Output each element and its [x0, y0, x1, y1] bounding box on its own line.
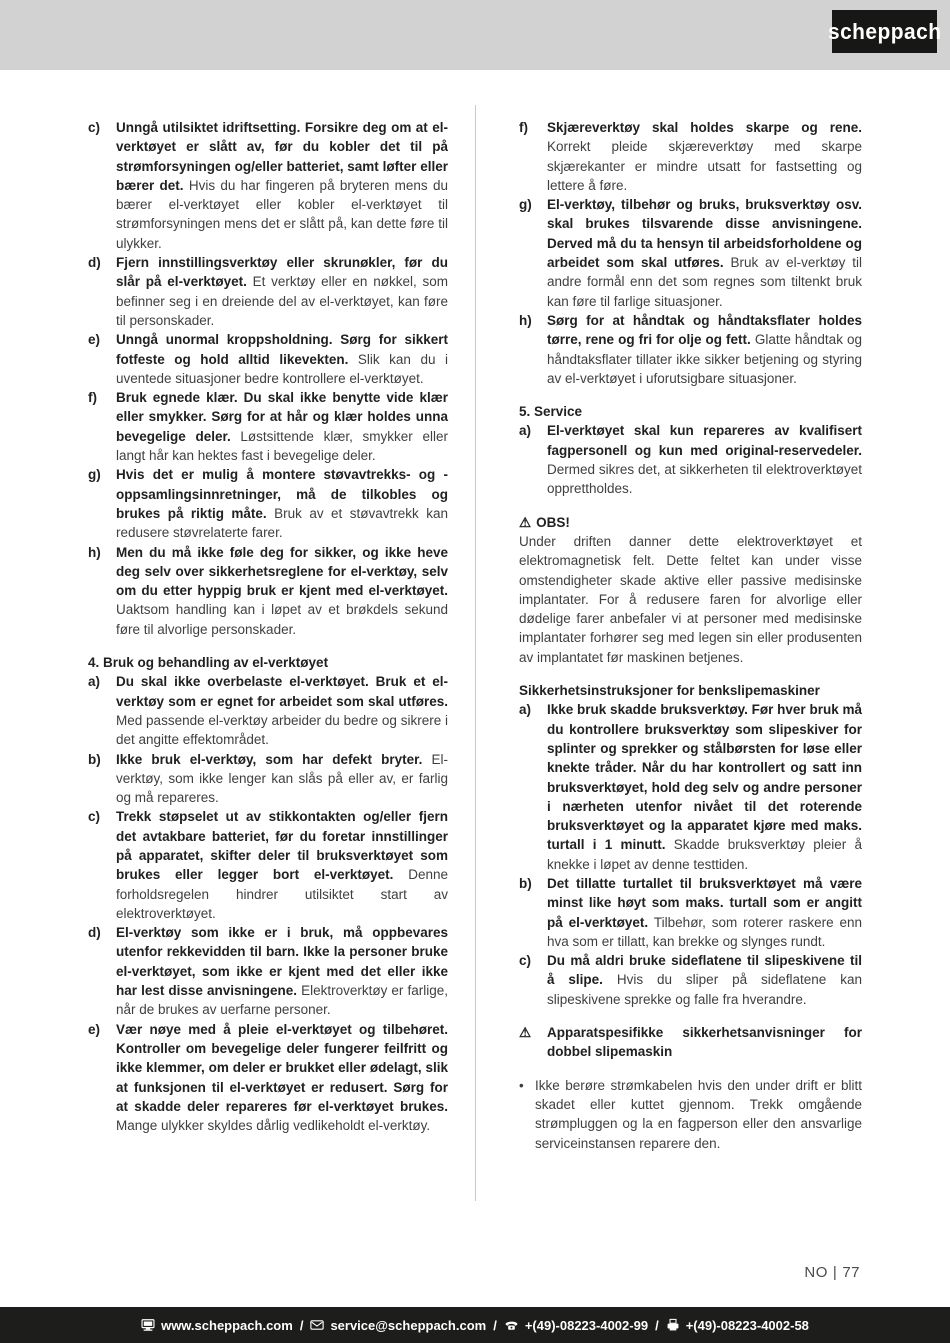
- body-paragraph: Under driften danner dette elektroverktøyet et elektromagnetisk felt. Dette feltet kan under visse omstendigheter skade aktive eller passive medisinske implantater. For å redusere faren for alvorlige eller dødelige farer anbefaler vi at personer med medisinske implantater forhører seg med legen sin eller produsenten av implantatet før maskinen betjenes.: [519, 533, 862, 665]
- item-bold-text: Det tillatte turtallet til bruksverktøyet må være minst like høyt som maks. turtall som er angitt på el-verktøyet.: [547, 875, 862, 930]
- item-normal-text: Et verktøy eller en nøkkel, som befinner seg i en dreiende del av el-verktøyet, kan føre til personskader.: [116, 274, 448, 328]
- item-label: g): [88, 467, 101, 483]
- item-normal-text: Mange ulykker skyldes dårlig vedlikeholdt el-verktøy.: [116, 1118, 431, 1134]
- item-bold-text: Bruk egnede klær. Du skal ikke benytte vide klær eller smykker. Sørg for at hår og klær holdes unna bevegelige deler.: [116, 390, 448, 444]
- page-header-band: [0, 0, 950, 70]
- item-bold-text: Skjæreverktøy skal holdes skarpe og rene.: [547, 120, 862, 135]
- item-normal-text: Hvis du har fingeren på bryteren mens du bærer el-verktøyet eller kobler el-verktøyet til strømforsyningen mens det er slått på, kan dette føre til ulykker.: [116, 177, 448, 251]
- list-item: [88, 750, 448, 808]
- item-bold-text: Unngå unormal kroppsholdning. Sørg for sikkert fotfeste og hold alltid likevekten.: [116, 332, 448, 367]
- item-text: [116, 388, 448, 465]
- item-bold-text: Apparatspesifikke sikkerhetsanvisninger for dobbel slipemaskin: [547, 1025, 862, 1060]
- item-label: h): [519, 312, 532, 328]
- item-bold-text: Du skal ikke overbelaste el-verktøyet. Bruk et el-verktøy som er egnet for arbeidet som skal utføres.: [116, 674, 448, 709]
- footer-contact-item: [310, 1318, 486, 1333]
- footer-contact-item: [666, 1318, 809, 1333]
- footer-contact-text: service@scheppach.com: [330, 1317, 487, 1333]
- item-text: [547, 700, 862, 874]
- section-heading: 4. Bruk og behandling av el-verktøyet: [88, 655, 329, 671]
- vertical-gap: [519, 388, 862, 402]
- left-text-column: [88, 118, 448, 1135]
- email-icon: [310, 1318, 324, 1332]
- item-label: b): [88, 751, 101, 767]
- item-text: [116, 923, 448, 1019]
- list-item: [519, 700, 862, 874]
- bullet-item: [519, 1076, 862, 1153]
- footer-contact-text: www.scheppach.com: [161, 1317, 293, 1333]
- item-text: [116, 465, 448, 542]
- item-label: f): [88, 390, 97, 406]
- list-item: [519, 311, 862, 388]
- item-bold-text: Hvis det er mulig å montere støvavtrekks- og -oppsamlingsinnretninger, må de tilkobles og brukes på riktig måte.: [116, 467, 448, 521]
- footer-contact-text: +(49)-08223-4002-58: [685, 1317, 809, 1333]
- computer-icon: [141, 1318, 155, 1332]
- item-normal-text: Tilbehør, som roterer raskere enn hva som er tillatt, kan brekke og slynges rundt.: [547, 914, 862, 949]
- section-heading: Sikkerhetsinstruksjoner for benkslipemaskiner: [519, 683, 820, 699]
- item-text: [116, 543, 448, 639]
- item-bold-text: Trekk støpselet ut av stikkontakten og/eller fjern det avtakbare batteriet, før du foretar innstillinger på apparatet, skifter deler til bruksverktøyet som brukes eller legger bort el-verktøyet.: [116, 809, 448, 883]
- item-label: a): [519, 702, 532, 718]
- item-normal-text: El-verktøy, som ikke lenger kan slås på eller av, er farlig og må repareres.: [116, 751, 448, 806]
- item-label: g): [519, 197, 532, 213]
- footer-contact-text: +(49)-08223-4002-99: [524, 1317, 649, 1333]
- item-bold-text: Du må aldri bruke sideflatene til slipeskivene til å slipe.: [547, 953, 862, 988]
- item-text: [547, 874, 862, 951]
- item-text: [116, 1020, 448, 1136]
- warning-heading: [519, 513, 862, 532]
- list-item: [519, 421, 862, 498]
- vertical-gap: [88, 639, 448, 653]
- item-normal-text: Hvis du sliper på sideflatene kan slipeskivene sprekke og falle fra hverandre.: [547, 972, 862, 1007]
- item-normal-text: Denne forholdsregelen hindrer utilsiktet start av elektroverktøyet.: [116, 867, 448, 921]
- footer-contact-item: [141, 1318, 293, 1333]
- fax-icon: [666, 1318, 680, 1332]
- item-normal-text: Uaktsom handling kan i løpet av et brøkdels sekund føre til alvorlige personskader.: [116, 602, 448, 637]
- item-text: [116, 807, 448, 923]
- list-item: [88, 672, 448, 749]
- scheppach-logo: [827, 10, 942, 53]
- item-text: [547, 195, 862, 311]
- vertical-gap: [519, 1009, 862, 1023]
- list-item: [88, 118, 448, 253]
- item-normal-text: Korrekt pleide skjæreverktøy med skarpe skjærekanter er mindre utsatt for fastsetting og lettere å føre.: [547, 139, 862, 193]
- section-heading: 5. Service: [519, 404, 583, 420]
- item-bold-text: Men du må ikke føle deg for sikker, og ikke heve deg selv over sikkerhetsreglene for el-verktøy, selv om du etter hyppig bruk er kjent med el-verktøyet.: [116, 544, 448, 599]
- list-item: [519, 118, 862, 195]
- item-label: h): [88, 544, 101, 560]
- item-normal-text: Bruk av el-verktøy til andre formål enn det som regnes som tiltenkt bruk kan føre til farlige situasjoner.: [547, 255, 862, 309]
- footer-separator: /: [655, 1317, 659, 1333]
- item-label: c): [519, 953, 532, 969]
- vertical-gap: [519, 499, 862, 513]
- item-bold-text: Ikke bruk skadde bruksverktøy. Før hver bruk må du kontrollere bruksverktøy som slipeskiver for splinter og sprekker og stålbørsten for løse eller knekte tråder. Når du har kontrollert og satt inn bruksverktøyet, hold deg selv og andre personer i nærheten utenfor nivået til det roterende bruksverktøyet og la apparatet kjøre med maks. turtall i 1 minutt.: [547, 702, 862, 853]
- list-item: [519, 874, 862, 951]
- item-bold-text: Ikke bruk el-verktøy, som har defekt bryter.: [116, 751, 432, 767]
- bullet-icon: •: [519, 1077, 524, 1093]
- list-item: [88, 388, 448, 465]
- item-label: b): [519, 875, 532, 891]
- list-item: [88, 807, 448, 923]
- item-normal-text: Slik kan du i uventede situasjoner bedre kontrollere el-verktøyet.: [116, 351, 448, 386]
- column-divider-rule: [475, 105, 476, 1201]
- item-bold-text: El-verktøyet skal kun repareres av kvalifisert fagpersonell og kun med original-reservedeler.: [547, 423, 862, 458]
- vertical-gap: [519, 1062, 862, 1076]
- item-text: [547, 118, 862, 195]
- item-bold-text: Vær nøye med å pleie el-verktøyet og tilbehøret. Kontroller om bevegelige deler fungerer feilfritt og ikke klemmer, om deler er brukket eller ødelagt, slik at funksjonen til el-verktøyet er redusert. Sørg for at skadde deler repareres før el-verktøyet brukes.: [116, 1021, 448, 1114]
- item-bold-text: Fjern innstillingsverktøy eller skrunøkler, før du slår på el-verktøyet.: [116, 255, 448, 290]
- list-item: [88, 465, 448, 542]
- footer-separator: /: [299, 1317, 304, 1333]
- warning-list-item: [519, 1023, 862, 1062]
- item-normal-text: Ikke berøre strømkabelen hvis den under drift er blitt skadet eller kuttet gjennom. Trekk omgående strømpluggen og la en fagperson eller den ansvarlige serviceinstansen reparere den.: [535, 1077, 862, 1151]
- item-normal-text: Glatte håndtak og håndtaksflater tillater ikke sikker betjening og styring av el-verktøyet i uforutsigbare situasjoner.: [547, 332, 863, 386]
- footer-contact-bar: [0, 1307, 950, 1343]
- item-label: f): [519, 120, 528, 135]
- list-item: [88, 330, 448, 388]
- list-item: [88, 543, 448, 639]
- warning-triangle-icon: ⚠: [519, 514, 532, 530]
- page-marker-separator: |: [832, 1264, 838, 1281]
- item-text: [116, 750, 448, 808]
- item-text: [535, 1076, 862, 1153]
- item-label: e): [88, 332, 101, 348]
- item-label: d): [88, 255, 101, 271]
- item-normal-text: Løstsittende klær, smykker eller langt hår kan hektes fast i bevegelige deler.: [116, 428, 448, 464]
- item-bold-text: Sørg for at håndtak og håndtaksflater holdes tørre, rene og fri for olje og fett.: [547, 312, 862, 348]
- item-text: [547, 421, 862, 498]
- warning-triangle-icon: ⚠: [519, 1025, 532, 1041]
- footer-separator: /: [493, 1317, 497, 1333]
- item-bold-text: El-verktøy som ikke er i bruk, må oppbevares utenfor rekkevidden til barn. Ikke la personer bruke el-verktøyet, som ikke er kjent med det eller ikke har lest disse anvisningene.: [116, 925, 448, 999]
- item-label: e): [88, 1021, 101, 1037]
- page-marker: [804, 1264, 860, 1281]
- item-text: [547, 311, 862, 388]
- item-label: a): [519, 423, 532, 439]
- list-item: [88, 1020, 448, 1136]
- item-text: [116, 253, 448, 330]
- item-bold-text: El-verktøy, tilbehør og bruks, bruksverktøy osv. skal brukes tilsvarende disse anvisningene. Derved må du ta hensyn til arbeidsforholdene og arbeidet som skal utføres.: [547, 197, 862, 271]
- item-normal-text: Med passende el-verktøy arbeider du bedre og sikrere i det angitte effektområdet.: [116, 712, 448, 748]
- list-item: [519, 195, 862, 311]
- page-number: 77: [842, 1264, 860, 1281]
- list-item: [88, 253, 448, 330]
- item-normal-text: Elektroverktøy er farlige, når de brukes av uerfarne personer.: [116, 983, 448, 1018]
- item-text: [116, 330, 448, 388]
- footer-contact-item: [504, 1318, 648, 1333]
- item-text: [116, 672, 448, 749]
- item-normal-text: Bruk av et støvavtrekk kan redusere støvrelaterte farer.: [116, 505, 448, 541]
- item-normal-text: Skadde bruksverktøy pleier å knekke i løpet av denne testtiden.: [547, 837, 862, 872]
- item-text: [547, 1023, 862, 1062]
- item-label: c): [88, 120, 101, 135]
- page-language-code: NO: [804, 1264, 828, 1281]
- list-item: [88, 923, 448, 1019]
- item-bold-text: Unngå utilsiktet idriftsetting. Forsikre deg om at el-verktøyet er slått av, før du kobler det til på strømforsyningen og/eller batteriet, samt løfter eller bærer det.: [116, 120, 448, 193]
- item-text: [547, 951, 862, 1009]
- item-label: a): [88, 674, 101, 690]
- item-normal-text: Dermed sikres det, at sikkerheten til elektroverktøyet opprettholdes.: [547, 462, 862, 497]
- item-label: c): [88, 809, 101, 825]
- right-text-column: [519, 118, 862, 1153]
- item-label: d): [88, 925, 101, 941]
- phone-icon: [504, 1318, 519, 1332]
- warning-heading-text: OBS!: [536, 514, 570, 530]
- vertical-gap: [519, 667, 862, 681]
- list-item: [519, 951, 862, 1009]
- scheppach-logo-text: scheppach: [827, 18, 942, 44]
- item-text: [116, 118, 448, 253]
